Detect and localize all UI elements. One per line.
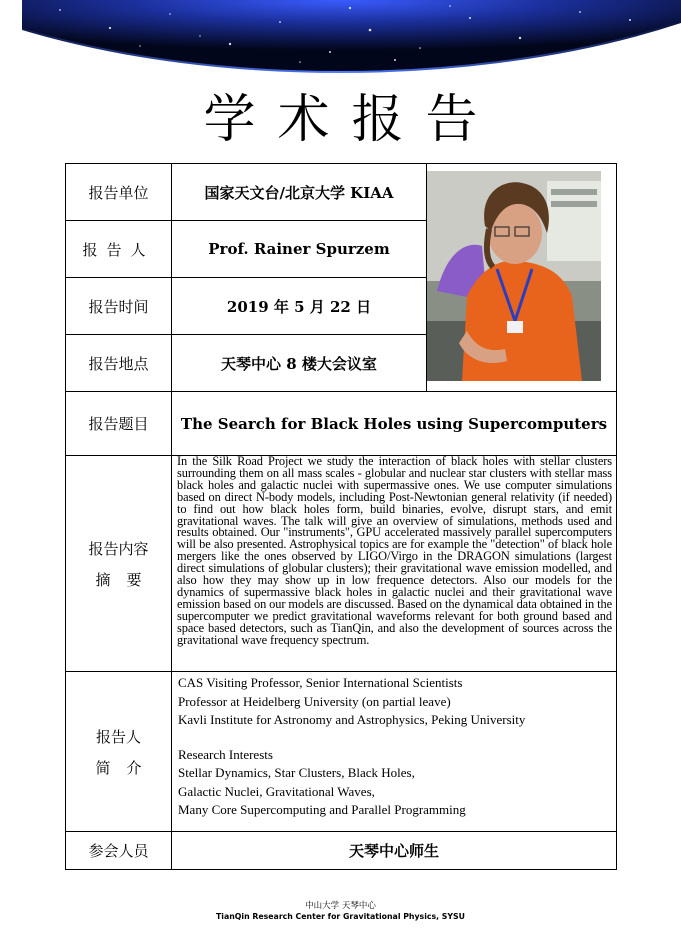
- bio-label-line1: 报告人: [95, 727, 141, 746]
- bio-line: Many Core Supercomputing and Parallel Programming: [178, 802, 466, 817]
- bio-label-line2: 简介: [95, 758, 158, 777]
- place-label: 报告地点: [66, 335, 172, 392]
- speaker-label: 报告人: [66, 221, 172, 278]
- bio-line: Stellar Dynamics, Star Clusters, Black Holes,: [178, 765, 415, 780]
- report-info-table: [65, 163, 617, 870]
- footer-org-cn: 中山大学 天琴中心: [305, 901, 376, 911]
- topic-value: The Search for Black Holes using Supercomputers: [172, 392, 617, 456]
- header-galaxy-banner: [0, 0, 681, 80]
- abstract-text: In the Silk Road Project we study the interaction of black holes with stellar clusters surrounding them on all mass scales - globular and nuclear star clusters with stellar mass black holes and galactic nuclei with supermassive ones. We use computer simulations based on direct N-body models, including Post-Newtonian general relativity (if needed) to find out how black holes form, build binaries, evolve, disrupt stars, and emit gravitational waves. The talk will give an overview of simulations, methods used and results obtained. Our "instruments", GPU accelerated massively parallel supercomputers will be also presented. Astrophysical topics are for example the "detection" of black hole mergers like the ones observed by LIGO/Virgo in the DRAGON simulations (largest direct simulations of globular clusters); their gravitational wave emission modelled, and also how they may show up in low frequence detectors. Also our models for the dynamics of supermassive black holes in galactic nuclei and their gravitational wave emission based on our models are discussed. Based on the dynamical data obtained in the supercomputer we predict gravitational waveforms relevant for both ground based and space based detectors, such as TianQin, and also the development of sources across the gravitational wave frequency spectrum.: [172, 456, 617, 672]
- bio-line: Kavli Institute for Astronomy and Astrophysics, Peking University: [178, 712, 526, 727]
- bio-line: Galactic Nuclei, Gravitational Waves,: [178, 783, 375, 799]
- abstract-label-line2: 摘要: [95, 570, 158, 589]
- place-value: 天琴中心 8 楼大会议室: [172, 335, 427, 392]
- speaker-photo: [427, 171, 601, 381]
- page-title: 学术报告: [203, 90, 500, 150]
- topic-label: 报告题目: [66, 392, 172, 456]
- speaker-photo-cell: [427, 164, 617, 392]
- abstract-label: [66, 456, 172, 672]
- bio-line: Research Interests: [178, 746, 273, 762]
- unit-label: 报告单位: [66, 164, 172, 221]
- bio-line: Professor at Heidelberg University (on partial leave): [178, 693, 451, 709]
- bio-content: [172, 672, 617, 832]
- attendees-label: 参会人员: [66, 832, 172, 870]
- bio-line: CAS Visiting Professor, Senior International Scientists: [178, 675, 463, 690]
- footer-org-en: TianQin Research Center for Gravitational Physics, SYSU: [215, 912, 466, 921]
- bio-spacer: [178, 730, 610, 746]
- unit-value: 国家天文台/北京大学 KIAA: [172, 164, 427, 221]
- abstract-label-line1: 报告内容: [88, 539, 149, 558]
- bio-label: [66, 672, 172, 832]
- time-label: 报告时间: [66, 278, 172, 335]
- attendees-value: 天琴中心师生: [172, 832, 617, 870]
- time-value: 2019 年 5 月 22 日: [172, 278, 427, 335]
- speaker-value: Prof. Rainer Spurzem: [172, 221, 427, 278]
